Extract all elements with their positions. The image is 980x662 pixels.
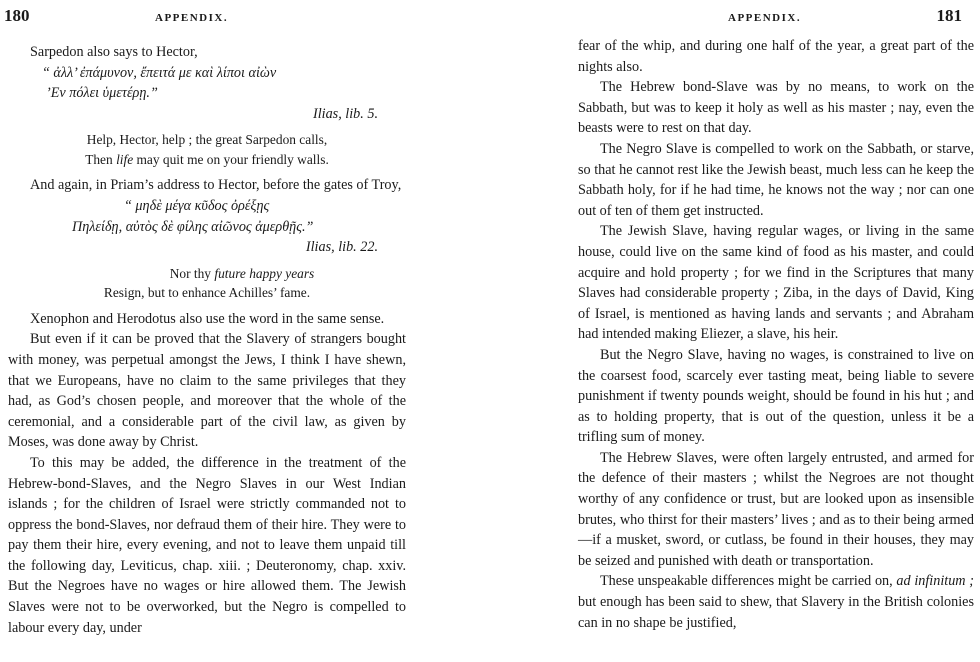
greek-quote-line: “ μηδὲ μέγα κῦδος ὀρέξῃς <box>124 197 270 214</box>
paragraph: fear of the whip, and during one half of the year, a great part of the nights also. <box>578 38 974 75</box>
verse-line: Help, Hector, help ; the great Sarpedon calls, <box>86 132 328 148</box>
sarpedon-intro: Sarpedon also says to Hector, <box>30 44 198 60</box>
paragraph: Xenophon and Herodotus also use the word in the same sense. <box>30 310 385 327</box>
greek-quote-line: ’Εν πόλει ὑμετέρῃ.” <box>46 85 158 102</box>
citation: Ilias, lib. 22. <box>305 239 378 256</box>
right-page <box>568 0 980 662</box>
left-page-body <box>8 42 406 638</box>
paragraph: The Negro Slave is compelled to work on the Sabbath, or starve, so that he cannot rest like the Jewish beast, much less can he keep the Sabbath holy, for if he had time, he knows not the way ; nor can one out of ten of them get instructed. <box>578 140 974 219</box>
verse-line: Then life may quit me on your friendly walls. <box>85 151 329 167</box>
paragraph: But the Negro Slave, having no wages, is constrained to live on the coarsest food, scarcely ever tasting meat, being liable to severe punishment if twenty pounds weight, should be found in his hut ; and as to holding property, that is out of the question, unless it be a trifling sum of money. <box>578 346 974 446</box>
left-page <box>0 0 412 662</box>
paragraph: These unspeakable differences might be carried on, ad infinitum ; but enough has been said to shew, that Slavery in the British colonies can in no shape be justified, <box>578 573 974 631</box>
greek-quote-line: “ ἀλλ’ ἐπάμυνον, ἔπειτά με καὶ λίποι αἰὼν <box>42 64 277 81</box>
citation: Ilias, lib. 5. <box>312 105 378 122</box>
page-number: 181 <box>936 6 962 25</box>
greek-quote-line: Πηλείδῃ, αὐτὸς δὲ φίλης αἰῶνος ἀμερθῇς.” <box>72 218 314 235</box>
running-head: APPENDIX. <box>155 12 229 24</box>
paragraph: To this may be added, the difference in the treatment of the Hebrew-bond-Slaves, and the Negro Slaves in our West Indian islands ; for the children of Israel were strictly commanded not to oppress the bond-Slaves, nor defraud them of their hire. They were to pay them their hire, every evening, and not to leave them unpaid till the following day, Leviticus, chap. xiii. ; Deuteronomy, chap. xxiv. But the Negroes have no wages or hire allowed them. The Jewish Slaves were not to be overworked, but the Negro is compelled to labour every day, under <box>8 454 406 636</box>
page-gutter <box>412 0 568 662</box>
verse-line: Resign, but to enhance Achilles’ fame. <box>103 285 311 301</box>
priam-intro: And again, in Priam’s address to Hector, before the gates of Troy, <box>30 177 402 194</box>
paragraph: The Jewish Slave, having regular wages, or living in the same house, could live on the same kind of food as his master, and could acquire and hold property ; for we find in the Scriptures that many Slaves had considerable property ; Ziba, in the days of David, King of Israel, is mentioned as having lands and servants ; and Abraham had intended making Eliezer, a slave, his heir. <box>578 223 974 343</box>
paragraph: The Hebrew Slaves, were often largely entrusted, and armed for the defence of their masters ; whilst the Negroes are not thought worthy of any confidence or trust, but are looked upon as insensible brutes, who thirst for their masters’ lives ; and as to their being armed—if a musket, sword, or cutlass, be found in their houses, they may be seized and punished with death or transportation. <box>578 449 974 569</box>
running-head: APPENDIX. <box>728 12 802 24</box>
right-page-body <box>578 36 974 633</box>
paragraph: But even if it can be proved that the Slavery of strangers bought with money, was perpetual amongst the Jews, I think I have shewn, that we Europeans, have no claim to the same privileges that they had, as God’s chosen people, and moreover that the whole of the ceremonial, and a considerable part of the civil law, as given by Moses, was done away by Christ. <box>8 331 406 451</box>
page-number: 180 <box>4 6 30 25</box>
paragraph: The Hebrew bond-Slave was by no means, to work on the Sabbath, but was to keep it holy as well as his master ; nay, even the beasts were to rest on that day. <box>578 79 974 137</box>
verse-line: Nor thy future happy years <box>169 265 315 281</box>
